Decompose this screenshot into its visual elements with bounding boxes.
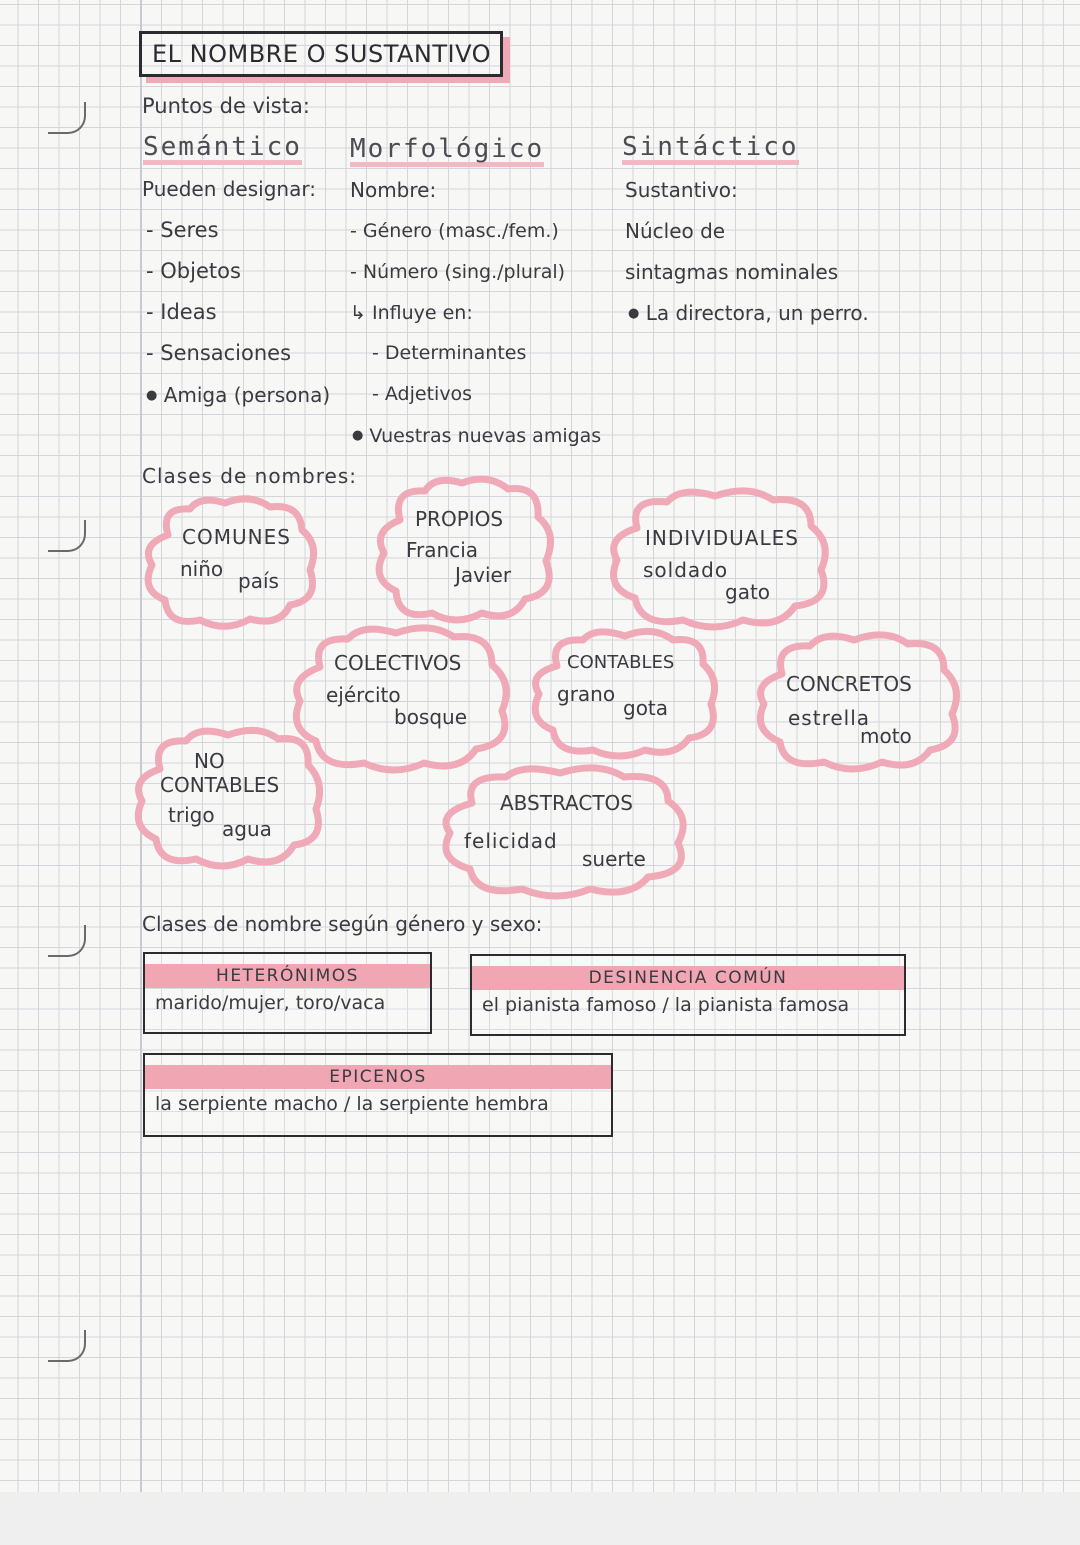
morfologico-example [352,425,601,447]
cloud-example: gota [623,696,669,720]
bullet-icon: ● [352,428,364,443]
semantico-heading: Semántico [143,132,302,162]
cloud-title: INDIVIDUALES [645,526,799,550]
cloud-example: país [238,569,279,593]
semantico-item: - Seres [146,218,219,242]
morfologico-item: - Género (masc./fem.) [350,220,559,242]
bullet-icon: ● [628,306,640,321]
cloud-title: NO [194,749,225,773]
cloud-example: niño [180,557,224,581]
morfologico-item: - Número (sing./plural) [350,261,566,283]
sintactico-example [628,301,869,325]
binder-hole-icon [48,1330,86,1362]
page-title: EL NOMBRE O SUSTANTIVO [152,40,491,68]
cloud-shape [140,495,320,630]
cloud-comunes [140,495,320,630]
semantico-intro: Pueden designar: [142,177,316,201]
cloud-title: ABSTRACTOS [500,791,633,815]
cloud-example: suerte [582,847,646,871]
box-title: HETERÓNIMOS [145,964,430,988]
clases-label: Clases de nombres: [142,464,357,488]
box-heteronimos [143,952,432,1034]
genero-label: Clases de nombre según género y sexo: [142,912,543,936]
cloud-title: PROPIOS [415,507,504,531]
cloud-shape [750,632,962,772]
sintactico-line: sintagmas nominales [625,260,839,284]
box-epicenos [143,1053,613,1137]
sintactico-line: Núcleo de [625,219,726,243]
sintactico-example-text: La directora, un perro. [645,301,869,325]
cloud-example: grano [557,682,616,706]
cloud-example: felicidad [464,829,558,853]
cloud-example: moto [860,724,912,748]
cloud-no-contables [130,727,322,872]
page-title-box [139,31,503,77]
cloud-shape [527,628,717,758]
cloud-title: CONTABLES [160,773,280,797]
cloud-individuales [603,488,831,630]
bullet-icon: ● [146,388,158,403]
cloud-example: bosque [394,705,468,729]
cloud-propios [370,475,555,625]
cloud-title: CONTABLES [567,652,675,673]
morfologico-intro: Nombre: [350,178,437,202]
puntos-label: Puntos de vista: [142,94,310,118]
semantico-item: - Objetos [146,259,241,283]
binder-hole-icon [48,925,86,957]
cloud-title: CONCRETOS [786,672,912,696]
morfologico-heading: Morfológico [350,134,545,164]
box-desinencia-comun [470,954,906,1036]
semantico-item: - Ideas [146,300,217,324]
cloud-title: COLECTIVOS [334,651,462,675]
cloud-example: ejército [326,683,401,707]
cloud-example: agua [222,817,272,841]
cloud-example: estrella [788,706,871,730]
cloud-example: soldado [643,558,729,582]
morfologico-item: - Determinantes [372,342,527,364]
cloud-example: Francia [406,538,479,562]
sintactico-intro: Sustantivo: [625,178,738,202]
cloud-title: COMUNES [182,525,291,549]
semantico-example [146,383,330,407]
semantico-example-text: Amiga (persona) [163,383,331,407]
cloud-shape [130,727,322,872]
cloud-example: Javier [455,563,512,587]
box-title: EPICENOS [145,1065,611,1089]
box-body: la serpiente macho / la serpiente hembra [155,1093,549,1115]
box-body: marido/mujer, toro/vaca [155,992,386,1014]
sintactico-heading: Sintáctico [622,132,799,162]
box-body: el pianista famoso / la pianista famosa [482,994,850,1016]
cloud-example: gato [725,580,771,604]
cloud-contables [527,628,717,758]
morfologico-item: ↳ Influye en: [350,302,473,324]
cloud-abstractos [434,765,692,900]
binder-hole-icon [48,520,86,552]
morfologico-example-text: Vuestras nuevas amigas [369,425,602,447]
semantico-item: - Sensaciones [146,341,292,365]
box-title: DESINENCIA COMÚN [472,966,904,990]
binder-hole-icon [48,102,86,134]
morfologico-item: - Adjetivos [372,383,473,405]
cloud-concretos [750,632,962,772]
page-bottom-edge [0,1492,1080,1545]
cloud-example: trigo [168,803,215,827]
